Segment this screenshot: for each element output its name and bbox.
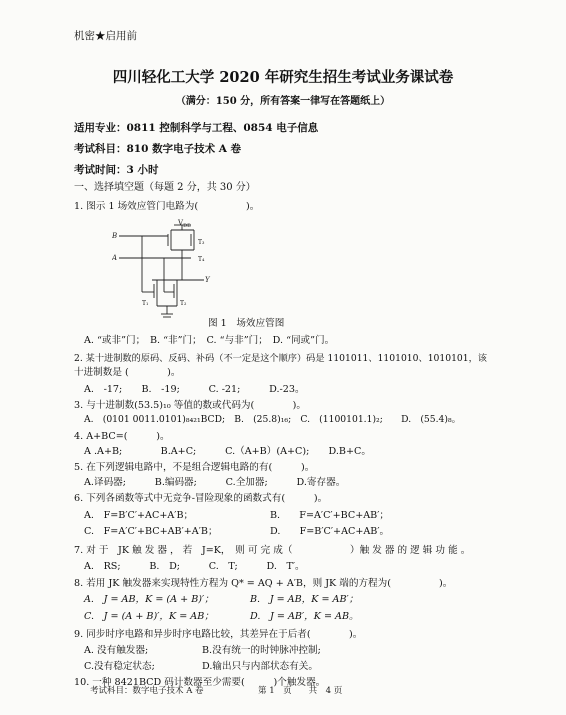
time-line: 考试时间：3 小时 [74, 164, 159, 176]
question-8-option-b: B. J = AB，K = AB′； [250, 594, 359, 605]
question-6-option-c: C. F=A′C′+BC+AB′+A′B； [84, 526, 218, 537]
question-8: 8. 若用 JK 触发器来实现特性方程为 Q* = AQ + A′B，则 JK 端的方程为( )。 [74, 578, 453, 589]
vdd-label: $V_{DD}$ [178, 219, 192, 229]
output-y-label: Y [205, 276, 210, 284]
question-10: 10. 一种 8421BCD 码计数器至少需要( )个触发器。 [74, 677, 326, 688]
t2-label: T₂ [180, 300, 187, 307]
footer-page-number: 第 1 页 共 4 页 [258, 686, 343, 696]
input-b-label: B [112, 232, 118, 240]
question-8-option-d: D. J = AB′，K = AB。 [250, 611, 359, 622]
question-3: 3. 与十进制数(53.5)₁₀ 等值的数或代码为( )。 [74, 400, 306, 411]
major-line: 适用专业：0811 控制科学与工程、0854 电子信息 [74, 122, 319, 134]
question-6: 6. 下列各函数等式中无竞争-冒险现象的函数式有( )。 [74, 493, 328, 504]
question-8-option-a: A. J = AB，K = (A + B)′； [84, 594, 214, 605]
figure-caption: 图 1 场效应管图 [208, 318, 285, 329]
t1-label: T₁ [142, 300, 149, 307]
question-7-options: A. RS; B. D; C. T; D. T′。 [84, 561, 305, 572]
question-8-option-c: C. J = (A + B)′，K = AB； [84, 611, 214, 622]
question-6-option-a: A. F=B′C′+AC+A′B； [84, 510, 194, 521]
question-3-options: A. (0101 0011.0101)₈₄₂₁BCD; B. (25.8)₁₆; C. (1100101.1)₂; D. (55.4)₈。 [84, 414, 461, 425]
question-2-cont: 十进制数是 ( )。 [74, 367, 181, 378]
section-heading: 一、选择填空题（每题 2 分，共 30 分） [74, 182, 256, 193]
question-9-option-d: D.输出只与内部状态有关。 [202, 661, 318, 672]
question-6-option-d: D. F=B′C′+AC+AB′。 [270, 526, 390, 537]
question-5: 5. 在下列逻辑电路中，不是组合逻辑电路的有( )。 [74, 462, 315, 473]
question-5-options: A.译码器; B.编码器; C.全加器; D.寄存器。 [84, 477, 346, 488]
question-6-option-b: B. F=A′C′+BC+AB′； [270, 510, 390, 521]
subject-line: 考试科目：810 数字电子技术 A 卷 [74, 143, 242, 155]
exam-subtitle: （满分：150 分，所有答案一律写在答题纸上） [175, 96, 391, 107]
input-a-label: A [112, 254, 118, 262]
question-9-option-a: A. 没有触发器; [84, 645, 149, 656]
confidential-label: 机密★启用前 [74, 30, 137, 42]
question-2-options: A. -17; B. -19; C. -21; D.-23。 [84, 384, 305, 395]
question-2: 2. 某十进制数的原码、反码、补码（不一定是这个顺序）码是 1101011、1101010、1010101，该 [74, 353, 487, 364]
question-4-options: A .A+B; B.A+C; C.（A+B）(A+C); D.B+C。 [84, 446, 371, 457]
question-7: 7. 对 于 JK 触 发 器 ， 若 J=K， 则 可 完 成（ ）触 发 器 的 逻 辑 功 能 。 [74, 545, 471, 556]
question-4: 4. A+BC=( )。 [74, 431, 170, 442]
question-9-option-c: C.没有稳定状态; [84, 661, 155, 672]
fet-circuit-diagram [112, 214, 222, 324]
question-9-option-b: B.没有统一的时钟脉冲控制; [202, 645, 321, 656]
footer-subject: 考试科目：数字电子技术 A 卷 [90, 686, 204, 696]
t4-label: T₄ [198, 256, 205, 263]
exam-title: 四川轻化工大学 2020 年研究生招生考试业务课试卷 [112, 69, 454, 86]
question-9: 9. 同步时序电路和异步时序电路比较，其差异在于后者( )。 [74, 629, 363, 640]
question-1: 1. 图示 1 场效应管门电路为( )。 [74, 201, 260, 212]
question-1-options: A. “或非”门； B. “非”门； C. “与非”门； D. “同或”门。 [84, 335, 335, 346]
t3-label: T₃ [198, 239, 205, 246]
